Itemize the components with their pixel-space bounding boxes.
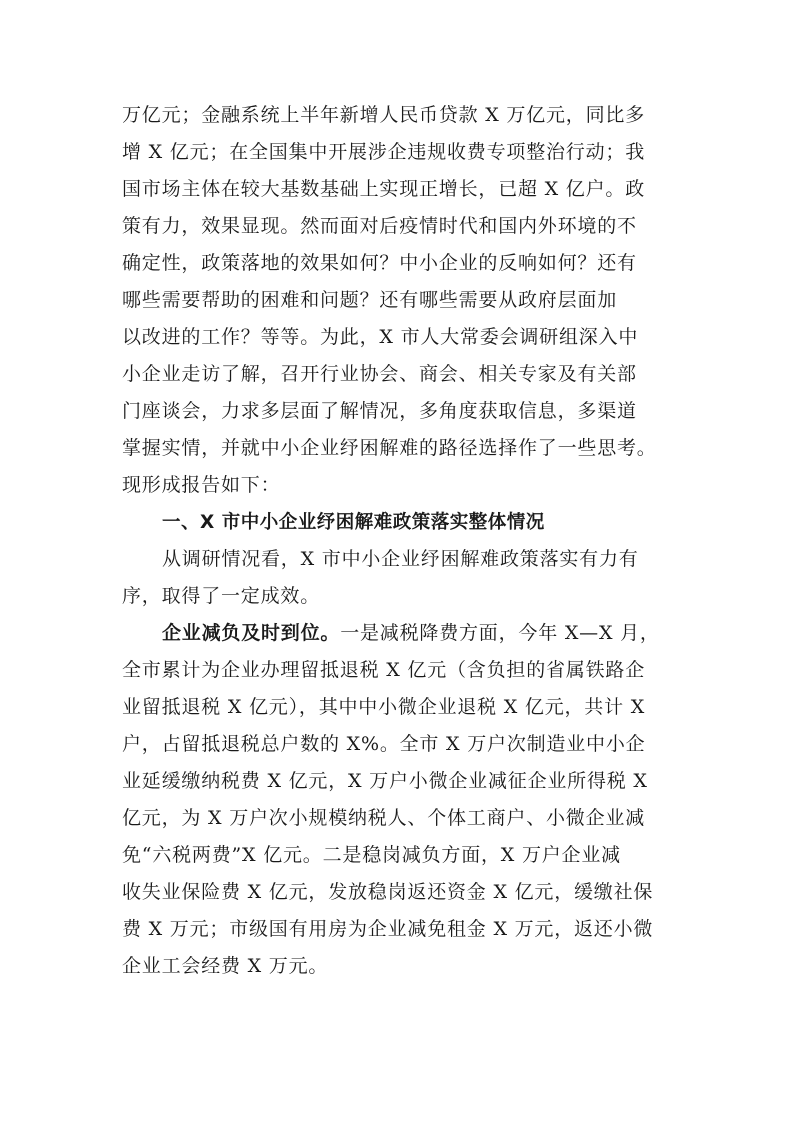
text-line: 从调研情况看，X 市中小企业纾困解难政策落实有力有 bbox=[162, 548, 639, 570]
text-line: 序，取得了一定成效。 bbox=[122, 585, 321, 607]
text-line: 业留抵退税 X 亿元），其中中小微企业退税 X 亿元，共计 X bbox=[122, 696, 646, 718]
text-line: 企业工会经费 X 万元。 bbox=[122, 955, 329, 977]
text-line: 掌握实情，并就中小企业纾困解难的路径选择作了一些思考。 bbox=[122, 437, 657, 459]
text-line: 现形成报告如下： bbox=[122, 474, 281, 496]
text-line: 增 X 亿元；在全国集中开展涉企违规收费专项整治行动；我 bbox=[122, 141, 646, 163]
text-line: 国市场主体在较大基数基础上实现正增长，已超 X 亿户。政 bbox=[122, 178, 646, 200]
text-line: 亿元，为 X 万户次小规模纳税人、个体工商户、小微企业减 bbox=[122, 807, 646, 829]
document-body bbox=[122, 97, 682, 985]
text-line: 户，占留抵退税总户数的 X%。全市 X 万户次制造业中小企 bbox=[122, 733, 646, 755]
text-line: 全市累计为企业办理留抵退税 X 亿元（含负担的省属铁路企 bbox=[122, 659, 646, 681]
text-line: 门座谈会，力求多层面了解情况，多角度获取信息，多渠道 bbox=[122, 400, 637, 422]
text-line: 策有力，效果显现。然而面对后疫情时代和国内外环境的不 bbox=[122, 215, 637, 237]
text-line: 确定性，政策落地的效果如何？中小企业的反响如何？还有 bbox=[122, 252, 637, 274]
text-line: 业延缓缴纳税费 X 亿元，X 万户小微企业减征企业所得税 X bbox=[122, 770, 648, 792]
text-line: 收失业保险费 X 亿元，发放稳岗返还资金 X 亿元，缓缴社保 bbox=[122, 881, 654, 903]
text-line: 以改进的工作？等等。为此，X 市人大常委会调研组深入中 bbox=[122, 326, 639, 348]
text-line: 小企业走访了解，召开行业协会、商会、相关专家及有关部 bbox=[122, 363, 637, 385]
text-line: 免“六税两费”X 亿元。二是稳岗减负方面，X 万户企业减 bbox=[122, 844, 621, 866]
paragraph-lead-rest: 一是减税降费方面，今年 X—X 月， bbox=[340, 622, 660, 644]
text-line: 费 X 万元；市级国有用房为企业减免租金 X 万元，返还小微 bbox=[122, 918, 654, 940]
text-line: 哪些需要帮助的困难和问题？还有哪些需要从政府层面加 bbox=[122, 289, 618, 311]
text-line: 万亿元；金融系统上半年新增人民币贷款 X 万亿元，同比多 bbox=[122, 104, 646, 126]
paragraph-lead: 企业减负及时到位。 bbox=[162, 622, 341, 644]
section-heading: 一、X 市中小企业纾困解难政策落实整体情况 bbox=[162, 512, 545, 533]
paragraph-first-line bbox=[122, 615, 682, 652]
